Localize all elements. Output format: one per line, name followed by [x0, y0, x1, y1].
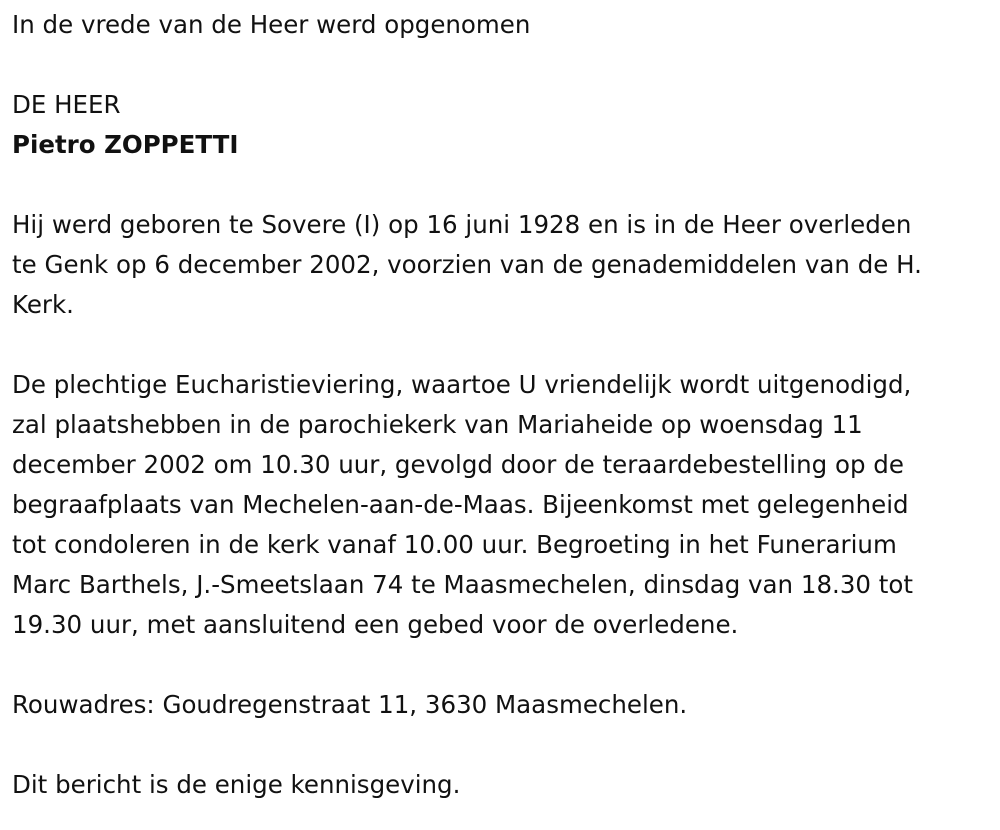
- paragraph-line: tot condoleren in de kerk vanaf 10.00 uur. Begroeting in het Funerarium: [12, 530, 897, 559]
- obituary-notice: [12, 5, 997, 805]
- spacer: [12, 165, 997, 205]
- ceremony-paragraph: [12, 365, 997, 645]
- spacer: [12, 725, 997, 765]
- paragraph-line: te Genk op 6 december 2002, voorzien van de genademiddelen van de H.: [12, 250, 922, 279]
- birth-death-paragraph: [12, 205, 997, 325]
- paragraph-line: Hij werd geboren te Sovere (I) op 16 juni 1928 en is in de Heer overleden: [12, 210, 912, 239]
- paragraph-line: begraafplaats van Mechelen-aan-de-Maas. Bijeenkomst met gelegenheid: [12, 490, 909, 519]
- paragraph-line: De plechtige Eucharistieviering, waartoe U vriendelijk wordt uitgenodigd,: [12, 370, 912, 399]
- deceased-name: Pietro ZOPPETTI: [12, 130, 239, 159]
- paragraph-line: zal plaatshebben in de parochiekerk van Mariaheide op woensdag 11: [12, 410, 863, 439]
- paragraph-line: Marc Barthels, J.-Smeetslaan 74 te Maasmechelen, dinsdag van 18.30 tot: [12, 570, 913, 599]
- closing-line: Dit bericht is de enige kennisgeving.: [12, 770, 461, 799]
- paragraph-line: 19.30 uur, met aansluitend een gebed voor de overledene.: [12, 610, 739, 639]
- spacer: [12, 645, 997, 685]
- spacer: [12, 325, 997, 365]
- intro-line: In de vrede van de Heer werd opgenomen: [12, 10, 531, 39]
- paragraph-line: Kerk.: [12, 290, 74, 319]
- title-prefix: DE HEER: [12, 90, 121, 119]
- mourning-address: Rouwadres: Goudregenstraat 11, 3630 Maasmechelen.: [12, 690, 688, 719]
- paragraph-line: december 2002 om 10.30 uur, gevolgd door de teraardebestelling op de: [12, 450, 904, 479]
- spacer: [12, 45, 997, 85]
